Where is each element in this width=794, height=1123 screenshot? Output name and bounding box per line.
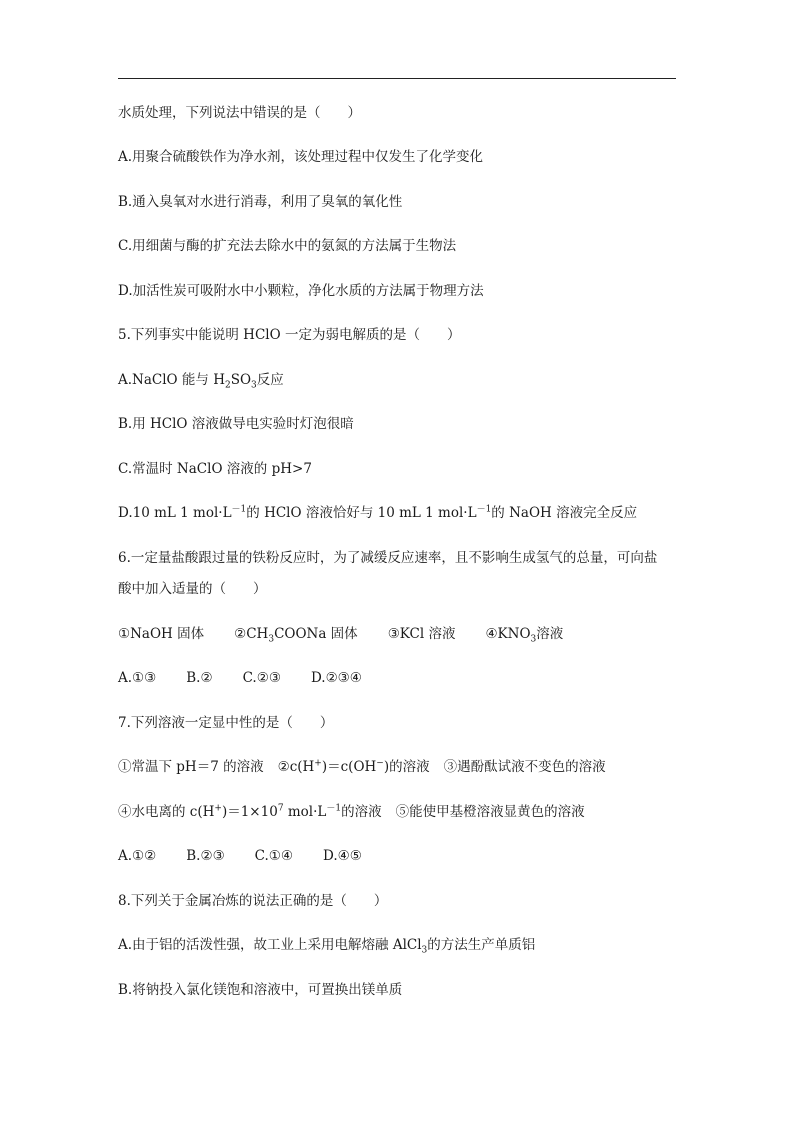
q6-stem-line2: 酸中加入适量的（ ） <box>118 581 267 597</box>
q7-items-row2 <box>118 802 688 822</box>
q6-item-2: $②CH_3COONa$ 固体 <box>234 626 358 645</box>
q7-item-2: ②c(H+)＝c(OH−)的溶液 <box>277 758 430 775</box>
q6-item-4: $④KNO_3$溶液 <box>485 626 564 645</box>
q7-choice-d: D.④⑤ <box>323 848 362 864</box>
q4-option-b: B.通入臭氧对水进行消毒，利用了臭氧的氧化性 <box>118 194 403 210</box>
q4-stem: 水质处理，下列说法中错误的是（ ） <box>118 105 361 121</box>
q8-stem: 8.下列关于金属冶炼的说法正确的是（ ） <box>118 893 388 909</box>
q4-option-c: C.用细菌与酶的扩充法去除水中的氨氮的方法属于生物法 <box>118 238 457 254</box>
q7-item-4: ④水电离的 $c(H^+)=1\times 10^7$ $mol\cdot L^{-1}$的溶液 <box>118 803 382 820</box>
q6-choice-b: B.② <box>186 670 213 686</box>
q5-option-d: D.10 mL 1 $mol\cdot L^{-1}$的 HClO 溶液恰好与 10 mL 1 $mol\cdot L^{-1}$的 NaOH 溶液完全反应 <box>118 504 638 521</box>
q7-choice-c: C.①④ <box>254 848 294 864</box>
q4-option-d: D.加活性炭可吸附水中小颗粒，净化水质的方法属于物理方法 <box>118 283 484 299</box>
q8-option-b: B.将钠投入氯化镁饱和溶液中，可置换出镁单质 <box>118 982 403 998</box>
q6-choice-c: C.②③ <box>242 670 281 686</box>
q6-stem-line1: 6.一定量盐酸跟过量的铁粉反应时，为了减缓反应速率，且不影响生成氢气的总量，可向盐 <box>118 550 658 566</box>
q8-option-a: A.由于铝的活泼性强，故工业上采用电解熔融 AlCl$_3$的方法生产单质铝 <box>118 937 536 956</box>
q5-option-c: C.常温时 NaClO 溶液的 pH>7 <box>118 461 312 477</box>
q7-stem: 7.下列溶液一定显中性的是（ ） <box>118 715 334 731</box>
q5-option-b: B.用 HClO 溶液做导电实验时灯泡很暗 <box>118 416 354 432</box>
q7-item-3: ③遇酚酞试液不变色的溶液 <box>443 759 606 775</box>
q7-choice-a: A.①② <box>118 848 157 864</box>
q7-choice-b: B.②③ <box>186 848 225 864</box>
header-rule <box>118 78 676 79</box>
q6-choices <box>118 668 688 688</box>
q6-choice-a: A.①③ <box>118 670 157 686</box>
q6-item-1: ①NaOH 固体 <box>118 626 205 642</box>
q6-items <box>118 624 688 644</box>
q7-item-5: ⑤能使甲基橙溶液显黄色的溶液 <box>395 804 585 820</box>
q7-items-row1 <box>118 757 688 777</box>
q7-item-1: ①常温下 pH＝7 的溶液 <box>118 759 264 775</box>
q4-option-a: A.用聚合硫酸铁作为净水剂，该处理过程中仅发生了化学变化 <box>118 149 484 165</box>
q6-item-3: ③KCl 溶液 <box>387 626 456 642</box>
q5-stem: 5.下列事实中能说明 HClO 一定为弱电解质的是（ ） <box>118 327 461 343</box>
q7-choices <box>118 846 688 866</box>
q6-choice-d: D.②③④ <box>310 670 362 686</box>
q5-option-a: A.NaClO 能与 $H_2SO_3$反应 <box>118 372 284 391</box>
